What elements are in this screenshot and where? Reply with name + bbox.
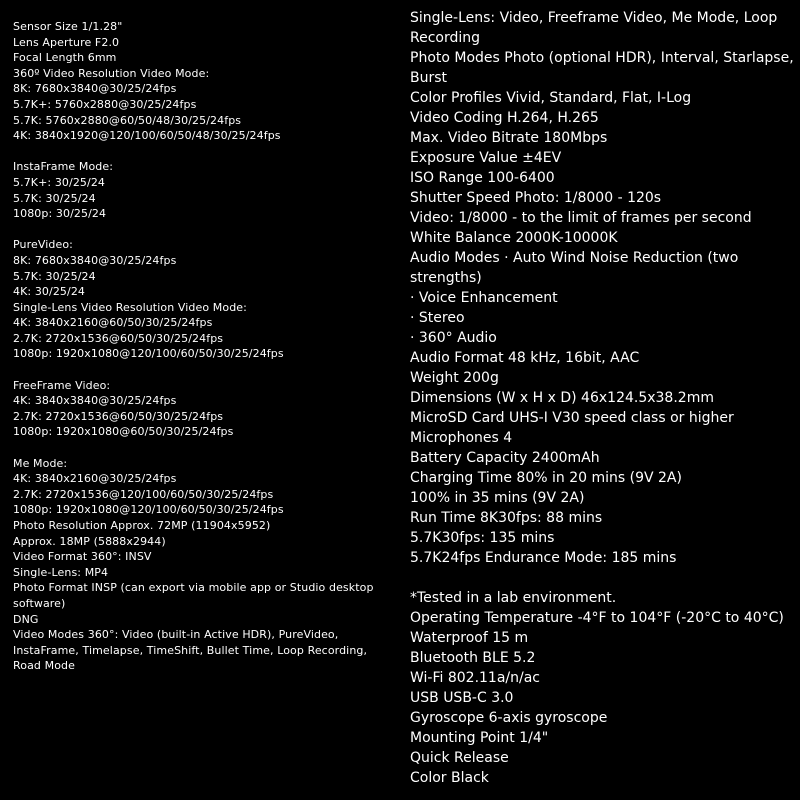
spec-line: FreeFrame Video:	[13, 378, 111, 392]
spec-line: White Balance 2000K-10000K	[410, 230, 618, 246]
spec-line: Photo Modes Photo (optional HDR), Interval, Starlapse, Burst	[410, 50, 794, 86]
spacer	[13, 144, 393, 160]
spec-line: Operating Temperature -4°F to 104°F (-20°C to 40°C)	[410, 610, 784, 626]
spec-line: Max. Video Bitrate 180Mbps	[410, 130, 608, 146]
spec-line: Video Modes 360°: Video (built-in Active HDR), PureVideo, InstaFrame, Timelapse, TimeShift, Bullet Time, Loop Recording, Road Mode	[13, 628, 368, 673]
spec-line: · 360° Audio	[410, 330, 497, 346]
spec-line: InstaFrame Mode:	[13, 160, 114, 174]
spacer	[13, 222, 393, 238]
spec-line: 4K: 30/25/24	[13, 285, 86, 299]
spec-line: Dimensions (W x H x D) 46x124.5x38.2mm	[410, 390, 714, 406]
spacer	[13, 362, 393, 378]
spec-line: 1080p: 1920x1080@60/50/30/25/24fps	[13, 425, 234, 439]
spacer	[410, 568, 795, 588]
spec-line: Shutter Speed Photo: 1/8000 - 120s	[410, 190, 662, 206]
spec-line: 5.7K+: 30/25/24	[13, 175, 106, 189]
spec-line: Me Mode:	[13, 456, 68, 470]
spec-line: ISO Range 100-6400	[410, 170, 555, 186]
spec-line: Bluetooth BLE 5.2	[410, 650, 536, 666]
spec-line: *Tested in a lab environment.	[410, 590, 617, 606]
spec-line: 4K: 3840x2160@30/25/24fps	[13, 472, 177, 486]
spec-line: 5.7K30fps: 135 mins	[410, 530, 555, 546]
spec-line: Wi-Fi 802.11a/n/ac	[410, 670, 540, 686]
spec-line: Exposure Value ±4EV	[410, 150, 562, 166]
spacer	[13, 440, 393, 456]
spec-line: 8K: 7680x3840@30/25/24fps	[13, 253, 177, 267]
spec-line: Single-Lens: MP4	[13, 565, 109, 579]
spec-line: 100% in 35 mins (9V 2A)	[410, 490, 585, 506]
spec-line: PureVideo:	[13, 238, 73, 252]
spec-line: MicroSD Card UHS-I V30 speed class or higher	[410, 410, 734, 426]
spec-line: 8K: 7680x3840@30/25/24fps	[13, 82, 177, 96]
spec-line: 5.7K24fps Endurance Mode: 185 mins	[410, 550, 677, 566]
spec-line: 4K: 3840x1920@120/100/60/50/48/30/25/24fps	[13, 129, 281, 143]
spec-line: Color Black	[410, 770, 489, 786]
spec-line: Audio Modes · Auto Wind Noise Reduction (two strengths)	[410, 250, 739, 286]
spec-line: Photo Resolution Approx. 72MP (11904x5952)	[13, 519, 271, 532]
spec-line: Gyroscope 6-axis gyroscope	[410, 710, 608, 726]
spec-line: USB USB-C 3.0	[410, 690, 514, 706]
spec-line: Video: 1/8000 - to the limit of frames per second	[410, 210, 752, 226]
spec-line: 4K: 3840x3840@30/25/24fps	[13, 394, 177, 408]
spec-line: 4K: 3840x2160@60/50/30/25/24fps	[13, 316, 213, 330]
spec-line: Waterproof 15 m	[410, 630, 529, 646]
spec-line: 1080p: 1920x1080@120/100/60/50/30/25/24fps	[13, 503, 284, 517]
spec-line: Battery Capacity 2400mAh	[410, 450, 600, 466]
spec-line: 5.7K: 5760x2880@60/50/48/30/25/24fps	[13, 113, 242, 127]
spec-line: Weight 200g	[410, 370, 499, 386]
spec-line: Sensor Size 1/1.28"	[13, 20, 123, 33]
spec-line: Video Coding H.264, H.265	[410, 110, 599, 126]
spec-line: · Voice Enhancement	[410, 290, 558, 306]
spec-line: · Stereo	[410, 310, 465, 326]
spec-line: Microphones 4	[410, 430, 513, 446]
spec-line: Audio Format 48 kHz, 16bit, AAC	[410, 350, 640, 366]
spec-line: Charging Time 80% in 20 mins (9V 2A)	[410, 470, 682, 486]
spec-line: Mounting Point 1/4"	[410, 730, 549, 746]
spec-line: Video Format 360°: INSV	[13, 550, 152, 564]
spec-line: Color Profiles Vivid, Standard, Flat, I-Log	[410, 90, 692, 106]
spec-line: Focal Length 6mm	[13, 51, 117, 65]
spec-line: 5.7K: 30/25/24	[13, 191, 96, 205]
specs-right-column	[410, 8, 795, 788]
spec-line: 2.7K: 2720x1536@120/100/60/50/30/25/24fps	[13, 487, 274, 501]
spec-line: 1080p: 30/25/24	[13, 207, 107, 221]
spec-line: 2.7K: 2720x1536@60/50/30/25/24fps	[13, 331, 224, 345]
spec-line: DNG	[13, 612, 39, 626]
spec-line: Lens Aperture F2.0	[13, 35, 120, 49]
spec-line: Single-Lens Video Resolution Video Mode:	[13, 300, 247, 314]
spec-line: 5.7K: 30/25/24	[13, 269, 96, 283]
spec-line: Photo Format INSP (can export via mobile app or Studio desktop software)	[13, 581, 374, 610]
spec-line: Quick Release	[410, 750, 509, 766]
spec-line: 2.7K: 2720x1536@60/50/30/25/24fps	[13, 409, 224, 423]
spec-line: 1080p: 1920x1080@120/100/60/50/30/25/24fps	[13, 347, 284, 361]
spec-line: 360º Video Resolution Video Mode:	[13, 66, 210, 80]
spec-line: 5.7K+: 5760x2880@30/25/24fps	[13, 97, 197, 111]
spec-line: Approx. 18MP (5888x2944)	[13, 534, 166, 548]
spec-line: Run Time 8K30fps: 88 mins	[410, 510, 603, 526]
spec-line: Single-Lens: Video, Freeframe Video, Me Mode, Loop Recording	[410, 10, 778, 46]
specs-left-column	[13, 19, 393, 674]
